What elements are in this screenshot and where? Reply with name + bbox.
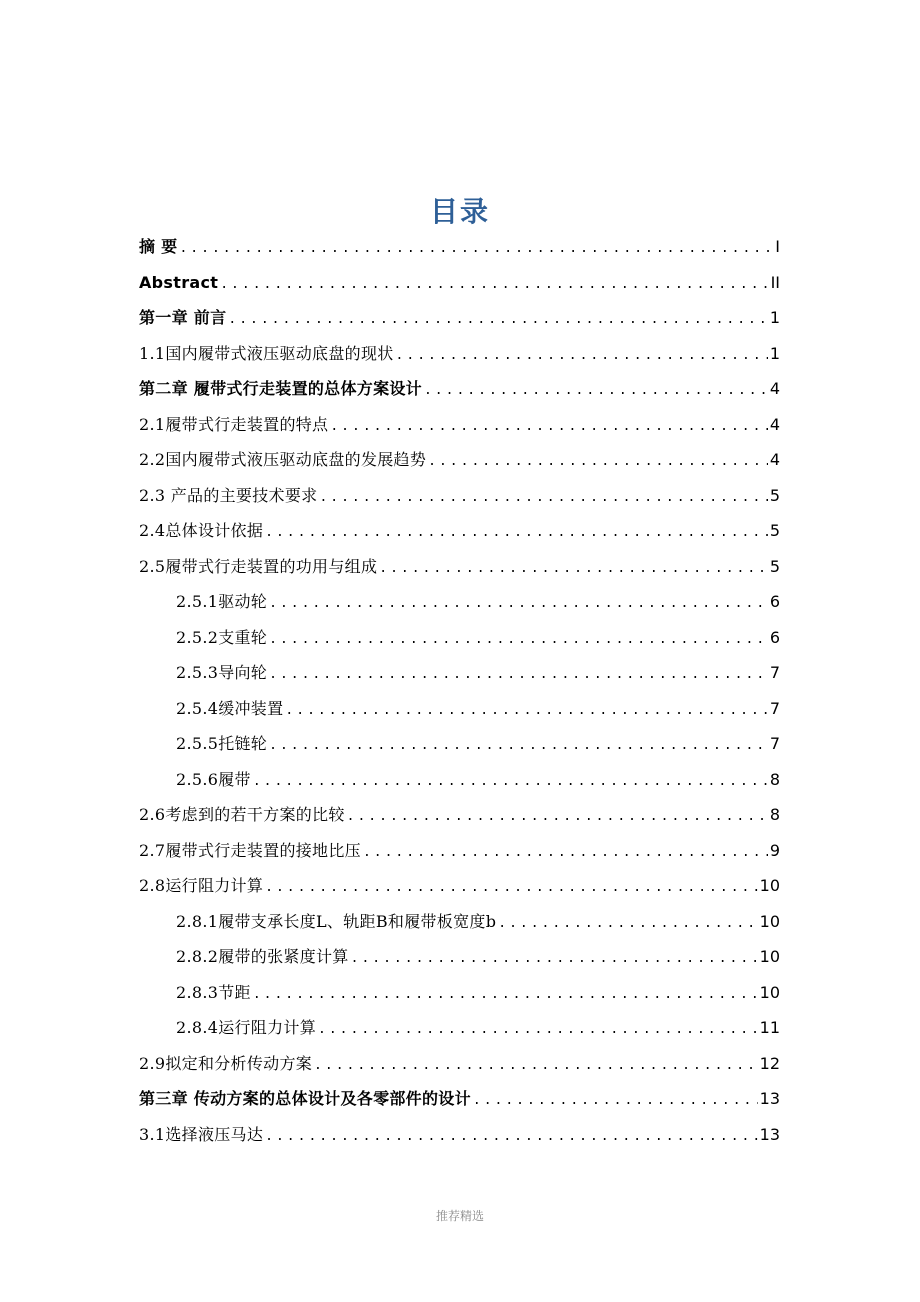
toc-dot-leader [253,977,758,1011]
page-footer: 推荐精选 [435,1209,484,1223]
toc-dot-leader [285,693,767,727]
toc-entry-page-number: 10 [759,947,780,966]
toc-dot-leader [318,1012,758,1046]
toc-entry-page-number: 1 [769,343,780,363]
toc-entry-label: 3.1选择液压马达 [139,1124,264,1144]
toc-entry-label: 2.7履带式行走装置的接地比压 [139,840,361,860]
toc-entry[interactable] [139,336,780,372]
toc-entry-label: 2.5履带式行走装置的功用与组成 [139,556,378,576]
toc-entry-label: 2.2国内履带式液压驱动底盘的发展趋势 [139,450,427,469]
toc-entry[interactable] [139,407,780,443]
toc-entry[interactable] [139,549,780,585]
toc-entry[interactable] [139,939,780,975]
toc-entry[interactable] [139,726,780,762]
toc-entry-label: 2.8.1履带支承长度L、轨距B和履带板宽度b [176,911,497,931]
toc-entry[interactable] [139,229,780,265]
toc-entry[interactable] [139,442,780,478]
toc-entry-page-number: 1 [769,308,780,327]
toc-entry-label: 2.5.1驱动轮 [176,592,268,611]
toc-dot-leader [269,728,768,762]
toc-entry[interactable] [139,762,780,798]
toc-dot-leader [314,1048,758,1082]
toc-entry-label: 2.3 产品的主要技术要求 [139,485,318,505]
toc-entry[interactable] [139,797,780,833]
toc-entry-page-number: II [770,272,780,292]
toc-entry-page-number: 12 [759,1053,780,1073]
toc-dot-leader [179,231,773,265]
toc-dot-leader [347,799,768,833]
toc-entry-label: 第一章 前言 [139,308,227,327]
toc-entry[interactable] [139,478,780,514]
toc-entry[interactable] [139,265,780,301]
toc-entry-page-number: 13 [759,1089,780,1108]
toc-entry-label: 2.8.4运行阻力计算 [176,1018,317,1037]
toc-entry[interactable] [139,833,780,869]
toc-dot-leader [228,302,767,336]
toc-entry-page-number: 13 [759,1124,780,1144]
toc-entry[interactable] [139,584,780,620]
toc-entry[interactable] [139,1046,780,1082]
table-of-contents [139,229,780,1152]
toc-entry[interactable] [139,904,780,940]
toc-entry-label: 2.8.2履带的张紧度计算 [176,947,349,966]
toc-dot-leader [498,906,757,940]
toc-entry[interactable] [139,371,780,407]
toc-entry-label: 2.4总体设计依据 [139,521,264,540]
page-title: 目录 [429,195,490,228]
toc-entry-page-number: 10 [759,876,780,895]
toc-entry-page-number: 10 [759,982,780,1002]
toc-entry-label: 2.9拟定和分析传动方案 [139,1053,313,1073]
toc-entry-page-number: 7 [769,734,780,753]
toc-entry-page-number: 5 [769,521,780,540]
toc-entry-label: Abstract [139,272,219,292]
toc-entry-page-number: 6 [769,627,780,647]
toc-entry[interactable] [139,300,780,336]
toc-entry[interactable] [139,513,780,549]
toc-dot-leader [473,1083,758,1117]
toc-dot-leader [253,764,768,798]
toc-entry-label: 2.5.2支重轮 [176,627,268,647]
toc-entry-label: 第二章 履带式行走装置的总体方案设计 [139,379,422,398]
toc-entry[interactable] [139,655,780,691]
toc-entry-page-number: 8 [769,769,780,789]
toc-dot-leader [379,551,768,585]
toc-entry[interactable] [139,1010,780,1046]
toc-dot-leader [269,657,768,691]
toc-entry-label: 2.5.4缓冲装置 [176,698,284,718]
toc-entry-page-number: 9 [769,840,780,860]
toc-dot-leader [396,338,768,372]
toc-entry-page-number: 11 [759,1018,780,1037]
toc-entry-label: 1.1国内履带式液压驱动底盘的现状 [139,343,394,363]
toc-entry-label: 2.8.3节距 [176,982,251,1002]
toc-entry-page-number: 5 [769,485,780,505]
toc-entry-page-number: 6 [769,592,780,611]
toc-dot-leader [265,1119,757,1153]
toc-entry[interactable] [139,620,780,656]
toc-entry-label: 2.5.5托链轮 [176,734,268,753]
toc-dot-leader [319,480,767,514]
toc-entry-label: 第三章 传动方案的总体设计及各零部件的设计 [139,1089,471,1108]
toc-entry-label: 2.1履带式行走装置的特点 [139,414,329,434]
toc-entry-page-number: I [775,237,780,256]
toc-entry[interactable] [139,1117,780,1153]
toc-dot-leader [363,835,768,869]
toc-dot-leader [269,586,768,620]
toc-dot-leader [424,373,768,407]
toc-entry-label: 2.5.3导向轮 [176,663,268,682]
toc-dot-leader [428,444,768,478]
toc-entry-page-number: 8 [769,805,780,824]
toc-entry-page-number: 4 [769,450,780,469]
toc-dot-leader [269,622,768,656]
toc-entry[interactable] [139,1081,780,1117]
toc-dot-leader [351,941,758,975]
toc-entry[interactable] [139,868,780,904]
toc-dot-leader [265,515,768,549]
toc-entry-page-number: 7 [769,663,780,682]
toc-entry-page-number: 10 [759,911,780,931]
toc-entry-label: 2.5.6履带 [176,769,251,789]
toc-entry-page-number: 7 [769,698,780,718]
toc-entry-page-number: 4 [769,414,780,434]
toc-entry[interactable] [139,691,780,727]
toc-entry-label: 2.8运行阻力计算 [139,876,264,895]
toc-dot-leader [220,267,768,301]
toc-dot-leader [265,870,757,904]
toc-entry-label: 摘 要 [139,237,178,256]
toc-entry-label: 2.6考虑到的若干方案的比较 [139,805,345,824]
toc-entry-page-number: 4 [769,379,780,398]
toc-entry[interactable] [139,975,780,1011]
toc-entry-page-number: 5 [769,556,780,576]
toc-dot-leader [330,409,767,443]
